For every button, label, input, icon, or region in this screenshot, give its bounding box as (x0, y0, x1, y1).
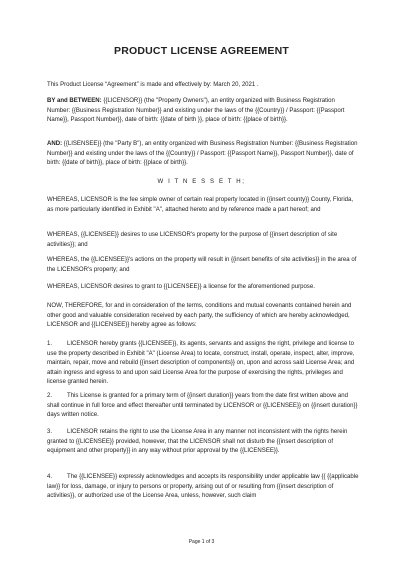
whereas-paragraph-2: WHEREAS, {{LICENSEE}} desires to use LICENSOR's property for the purpose of {{insert description of site activities}}; and (47, 232, 338, 248)
between-label: BY and BETWEEN: (47, 98, 102, 104)
clause-1 (47, 340, 359, 388)
clause-text: This License is granted for a primary term of {{insert duration}} years from the date first written above and shall continue in full force and effect thereafter until terminated by LICENSOR or {{LICENSEE}} on {{insert duration}} days written notice. (47, 393, 358, 419)
clause-number: 4. (47, 474, 53, 480)
between-text: {{LICENSOR}} (the "Property Owners"), an entity organized with Business Registration Number: {{Business Registration Number}} and existing under the laws of the {{Country}} / Passport: {{Passport Name}}, Passport Number}}, date of birth: {{date of birth }}, place of birth: {{place of birth}}. (47, 98, 345, 124)
now-therefore-paragraph: NOW, THEREFORE, for and in consideration of the terms, conditions and mutual covenants contained herein and other good and valuable consideration received by each party, the sufficiency of which are hereby acknowledged, LICENSOR and {{LICENSEE}} hereby agree as follows: (47, 303, 352, 329)
clause-4 (47, 473, 359, 502)
between-paragraph (47, 97, 359, 126)
page-number: Page 1 of 3 (188, 539, 215, 545)
document-title: PRODUCT LICENSE AGREEMENT (114, 45, 289, 57)
clause-text: The {{LICENSEE}} expressly acknowledges and accepts its responsibility under applicable law {{ {{applicable law}} for loss, damage, or injury to persons or property, arising out of or resulting from {{insert description of activities}}, or authorized use of the License Area, unless, however, such claim (47, 474, 359, 500)
intro-paragraph: This Product License “Agreement” is made and effectively by: March 20, 2021 . (47, 82, 259, 88)
whereas-paragraph-3: WHEREAS, the {{LICENSEE}}'s actions on the property will result in {{insert benefits of site activities}} in the area of the LICENSOR's property; and (47, 257, 357, 273)
witnesseth-heading: W I T N E S S E T H; (157, 179, 246, 185)
whereas-paragraph-1: WHEREAS, LICENSOR is the fee simple owner of certain real property located in {{insert county}} County, Florida, as more particularly identified in Exhibit "A", attached hereto and by reference made a part hereof; and (47, 197, 354, 213)
clause-number: 2. (47, 393, 53, 399)
clause-number: 3. (47, 429, 53, 435)
and-label: AND: (47, 141, 63, 147)
clause-3 (47, 428, 359, 457)
and-text: {{LISENSEE}} (the "Party B"), an entity organized with Business Registration Number: {{Business Registration Number}} and existing under the laws of the {{Country}} / Passport: {{Passport Name}}, Passport Number}}, date of birth: {{date of birth}}, place of birth: {{place of birth}}. (47, 141, 358, 167)
whereas-paragraph-4: WHEREAS, LICENSOR desires to grant to {{LICENSEE}} a license for the aforementioned purpose. (47, 284, 315, 290)
clause-number: 1. (47, 341, 53, 347)
clause-text: LICENSOR hereby grants {{LICENSEE}}, its agents, servants and assigns the right, privilege and license to use the property described in Exhibit "A" (License Area) to locate, construct, install, operate, inspect, alter, improve, maintain, repair, move and rebuild {{insert description of components}} on, upon and across said License Area; and attain ingress and egress to and upon said License Area for the purpose of exercising the rights, privileges and license granted herein. (47, 341, 355, 386)
and-paragraph (47, 140, 359, 169)
clause-2 (47, 392, 359, 421)
clause-text: LICENSOR retains the right to use the License Area in any manner not inconsistent with the rights herein granted to {{LICENSEE}} provided, however, that the LICENSOR shall not disturb the {{insert description of equipment and other property}} in any way without prior approval by the {{LICENSEE}}. (47, 429, 348, 455)
